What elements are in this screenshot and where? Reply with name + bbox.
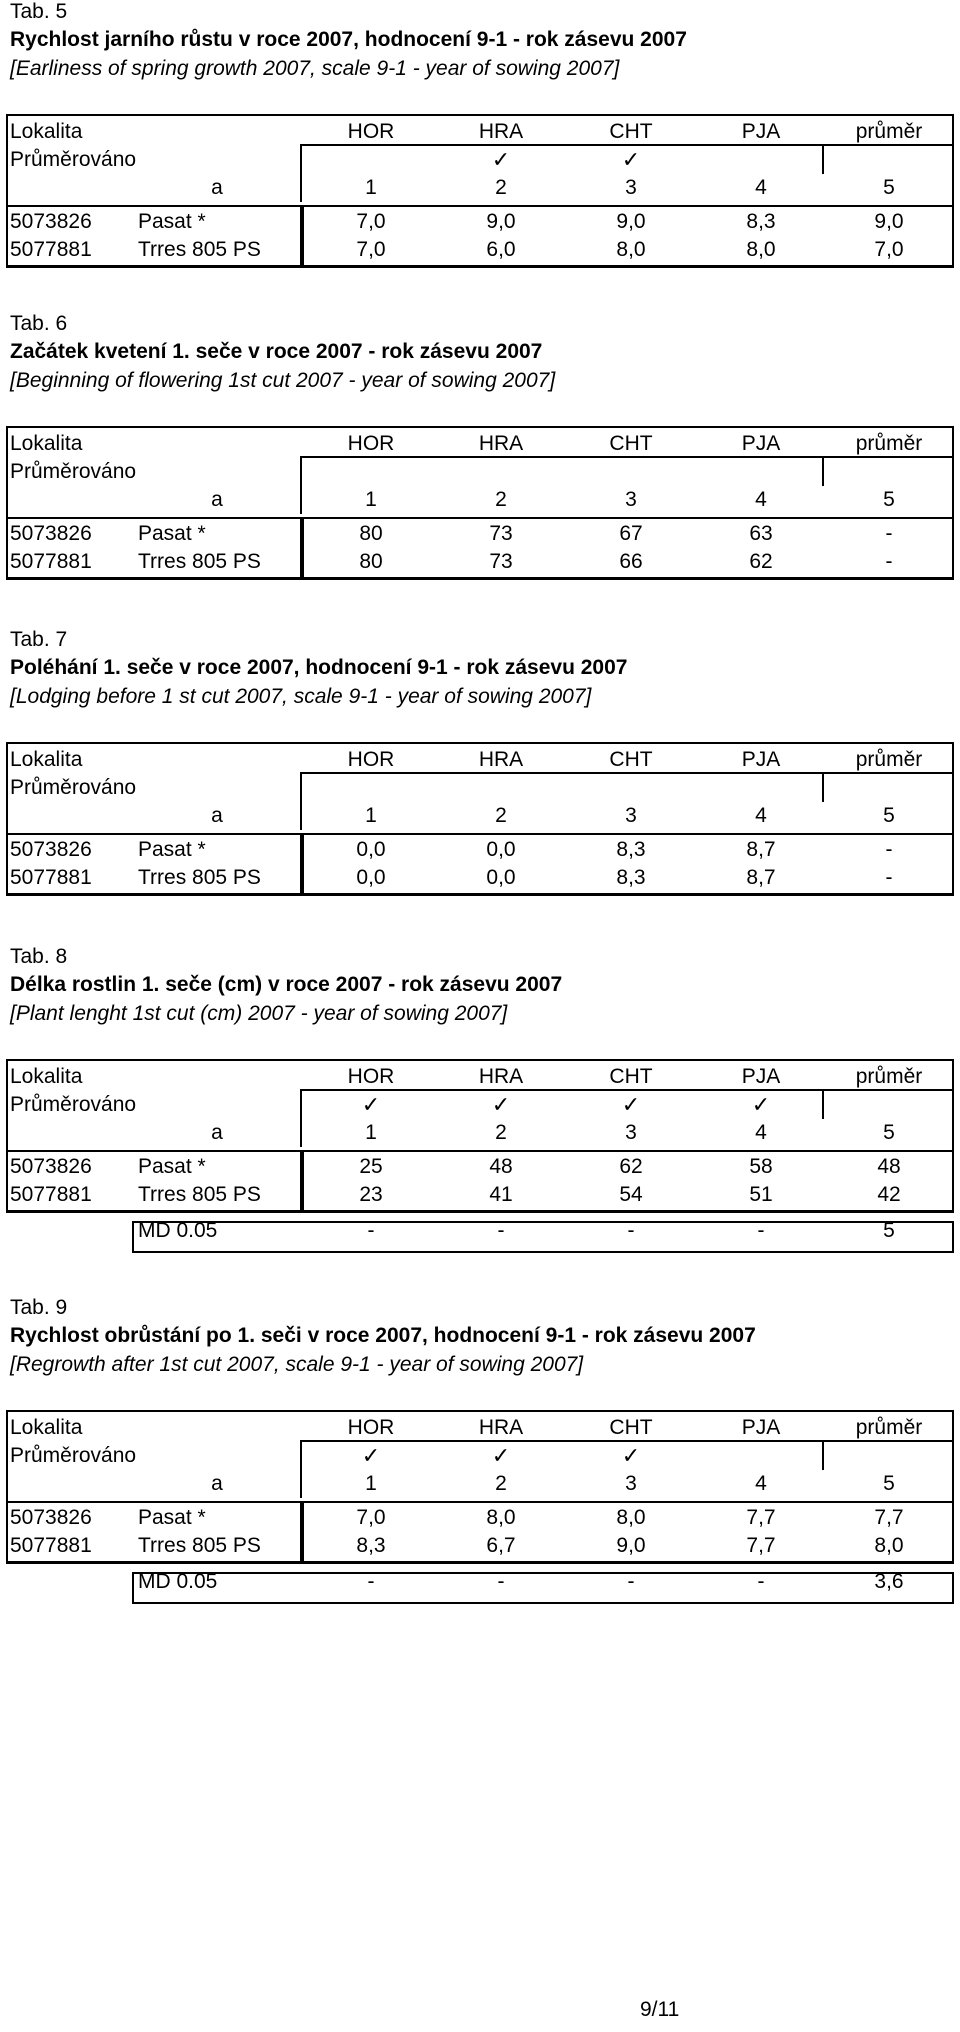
cell-value: 73: [489, 550, 513, 573]
index-number: 4: [755, 1472, 767, 1495]
cell-value: 7,0: [874, 238, 904, 261]
table-title: Rychlost obrůstání po 1. seči v roce 2007, hodnocení 9-1 - rok zásevu 2007: [10, 1324, 756, 1347]
index-number: 1: [365, 176, 377, 199]
cell-value: 51: [749, 1183, 773, 1206]
variety-name: Trres 805 PS: [138, 238, 261, 261]
cell-value: 0,0: [486, 866, 516, 889]
check-mark-icon: ✓: [621, 1443, 641, 1468]
variety-name: Trres 805 PS: [138, 550, 261, 573]
cell-value: 8,3: [616, 866, 646, 889]
header-prumer: průměr: [855, 1065, 923, 1088]
cell-value: 0,0: [486, 838, 516, 861]
cell-value: 48: [489, 1155, 513, 1178]
index-number: 5: [883, 804, 895, 827]
index-number: 2: [495, 176, 507, 199]
cell-value: 8,3: [616, 838, 646, 861]
values-frame: [300, 772, 954, 830]
table-subtitle: [Plant lenght 1st cut (cm) 2007 - year of sowing 2007]: [10, 1002, 508, 1025]
variety-code: 5073826: [10, 1506, 92, 1529]
table-title: Délka rostlin 1. seče (cm) v roce 2007 - rok zásevu 2007: [10, 973, 563, 996]
averaged-label: Průměrováno: [10, 148, 137, 171]
cell-value: 7,0: [356, 210, 386, 233]
index-number: 1: [365, 1472, 377, 1495]
rows-value-frame: [300, 1501, 954, 1563]
table-subtitle: [Beginning of flowering 1st cut 2007 - year of sowing 2007]: [10, 369, 556, 392]
rows-label-frame: [6, 205, 302, 267]
data-table: [6, 1063, 954, 1245]
cell-value: 7,0: [356, 238, 386, 261]
cell-value: 80: [359, 550, 383, 573]
cell-value: -: [885, 866, 893, 889]
cell-value: 25: [359, 1155, 383, 1178]
table-number: Tab. 5: [10, 0, 68, 23]
md-value: 3,6: [874, 1570, 904, 1593]
cell-value: -: [885, 838, 893, 861]
cell-value: 80: [359, 522, 383, 545]
cell-value: 0,0: [356, 838, 386, 861]
md-value: 5: [883, 1219, 895, 1242]
header-cht: CHT: [609, 432, 653, 455]
index-number: 5: [883, 1121, 895, 1144]
cell-value: 58: [749, 1155, 773, 1178]
cell-value: 8,3: [356, 1534, 386, 1557]
check-mark-icon: ✓: [621, 1092, 641, 1117]
data-table: [6, 1414, 954, 1596]
cell-value: 42: [877, 1183, 901, 1206]
rows-value-frame: [300, 833, 954, 895]
md-value: -: [497, 1570, 505, 1593]
cell-value: 8,0: [486, 1506, 516, 1529]
header-lokalita: Lokalita: [10, 120, 83, 143]
data-table: [6, 430, 954, 576]
table-subtitle: [Lodging before 1 st cut 2007, scale 9-1 - year of sowing 2007]: [10, 685, 592, 708]
md-value: -: [367, 1570, 375, 1593]
cell-value: 8,0: [874, 1534, 904, 1557]
index-number: 4: [755, 804, 767, 827]
header-pja: PJA: [741, 1416, 781, 1439]
index-number: 3: [625, 1472, 637, 1495]
cell-value: 66: [619, 550, 643, 573]
index-number: 1: [365, 488, 377, 511]
index-a: a: [211, 488, 223, 511]
index-number: 1: [365, 1121, 377, 1144]
index-number: 4: [755, 1121, 767, 1144]
cell-value: 7,7: [746, 1534, 776, 1557]
variety-code: 5073826: [10, 210, 92, 233]
values-frame: [300, 144, 954, 202]
header-hor: HOR: [347, 432, 395, 455]
cell-value: 8,0: [616, 238, 646, 261]
cell-value: 62: [749, 550, 773, 573]
variety-code: 5077881: [10, 1534, 92, 1557]
table-subtitle: [Regrowth after 1st cut 2007, scale 9-1 - year of sowing 2007]: [10, 1353, 584, 1376]
table-number: Tab. 8: [10, 945, 68, 968]
check-mark-icon: ✓: [621, 147, 641, 172]
values-frame: [300, 456, 954, 514]
index-a: a: [211, 176, 223, 199]
rows-value-frame: [300, 517, 954, 579]
index-a: a: [211, 1121, 223, 1144]
averaged-label: Průměrováno: [10, 1093, 137, 1116]
average-column-divider: [822, 772, 824, 802]
index-number: 1: [365, 804, 377, 827]
variety-code: 5077881: [10, 1183, 92, 1206]
md-value: -: [497, 1219, 505, 1242]
md-frame: [132, 1572, 954, 1604]
cell-value: 8,7: [746, 866, 776, 889]
header-pja: PJA: [741, 432, 781, 455]
cell-value: -: [885, 522, 893, 545]
data-table: [6, 118, 954, 264]
index-number: 3: [625, 1121, 637, 1144]
cell-value: 9,0: [874, 210, 904, 233]
averaged-label: Průměrováno: [10, 1444, 137, 1467]
cell-value: 8,0: [616, 1506, 646, 1529]
cell-value: -: [885, 550, 893, 573]
md-value: -: [627, 1219, 635, 1242]
table-subtitle: [Earliness of spring growth 2007, scale 9-1 - year of sowing 2007]: [10, 57, 620, 80]
average-column-divider: [822, 456, 824, 486]
header-pja: PJA: [741, 120, 781, 143]
md-value: -: [367, 1219, 375, 1242]
cell-value: 6,7: [486, 1534, 516, 1557]
index-a: a: [211, 804, 223, 827]
cell-value: 8,3: [746, 210, 776, 233]
md-frame: [132, 1221, 954, 1253]
variety-name: Pasat *: [138, 522, 206, 545]
cell-value: 8,0: [746, 238, 776, 261]
variety-code: 5077881: [10, 866, 92, 889]
check-mark-icon: ✓: [361, 1092, 381, 1117]
header-cht: CHT: [609, 1065, 653, 1088]
check-mark-icon: ✓: [491, 1443, 511, 1468]
index-number: 5: [883, 488, 895, 511]
header-lokalita: Lokalita: [10, 1065, 83, 1088]
cell-value: 62: [619, 1155, 643, 1178]
index-number: 2: [495, 488, 507, 511]
cell-value: 0,0: [356, 866, 386, 889]
header-prumer: průměr: [855, 1416, 923, 1439]
header-lokalita: Lokalita: [10, 748, 83, 771]
cell-value: 9,0: [616, 210, 646, 233]
md-value: -: [757, 1219, 765, 1242]
header-hor: HOR: [347, 748, 395, 771]
rows-label-frame: [6, 517, 302, 579]
cell-value: 67: [619, 522, 643, 545]
header-hor: HOR: [347, 1065, 395, 1088]
cell-value: 41: [489, 1183, 513, 1206]
index-number: 3: [625, 804, 637, 827]
header-hra: HRA: [478, 1065, 524, 1088]
table-number: Tab. 7: [10, 628, 68, 651]
cell-value: 7,7: [746, 1506, 776, 1529]
rows-label-frame: [6, 1501, 302, 1563]
cell-value: 23: [359, 1183, 383, 1206]
variety-name: Trres 805 PS: [138, 1534, 261, 1557]
table-title: Poléhání 1. seče v roce 2007, hodnocení 9-1 - rok zásevu 2007: [10, 656, 628, 679]
index-number: 2: [495, 804, 507, 827]
cell-value: 7,7: [874, 1506, 904, 1529]
average-column-divider: [822, 144, 824, 174]
averaged-label: Průměrováno: [10, 776, 137, 799]
cell-value: 73: [489, 522, 513, 545]
index-number: 3: [625, 488, 637, 511]
md-label: MD 0.05: [138, 1570, 218, 1593]
header-prumer: průměr: [855, 120, 923, 143]
header-hra: HRA: [478, 748, 524, 771]
page-number: 9/11: [640, 1998, 680, 2021]
cell-value: 9,0: [616, 1534, 646, 1557]
index-number: 4: [755, 488, 767, 511]
average-column-divider: [822, 1440, 824, 1470]
cell-value: 9,0: [486, 210, 516, 233]
data-table: [6, 746, 954, 892]
cell-value: 54: [619, 1183, 643, 1206]
rows-label-frame: [6, 833, 302, 895]
table-title: Rychlost jarního růstu v roce 2007, hodnocení 9-1 - rok zásevu 2007: [10, 28, 687, 51]
header-hor: HOR: [347, 1416, 395, 1439]
average-column-divider: [822, 1089, 824, 1119]
header-hra: HRA: [478, 1416, 524, 1439]
header-pja: PJA: [741, 1065, 781, 1088]
index-number: 2: [495, 1121, 507, 1144]
check-mark-icon: ✓: [751, 1092, 771, 1117]
variety-code: 5077881: [10, 238, 92, 261]
cell-value: 8,7: [746, 838, 776, 861]
index-number: 4: [755, 176, 767, 199]
index-a: a: [211, 1472, 223, 1495]
header-cht: CHT: [609, 748, 653, 771]
variety-name: Pasat *: [138, 838, 206, 861]
md-value: -: [757, 1570, 765, 1593]
cell-value: 6,0: [486, 238, 516, 261]
header-prumer: průměr: [855, 748, 923, 771]
header-hor: HOR: [347, 120, 395, 143]
header-hra: HRA: [478, 120, 524, 143]
table-title: Začátek kvetení 1. seče v roce 2007 - rok zásevu 2007: [10, 340, 543, 363]
variety-name: Pasat *: [138, 1506, 206, 1529]
check-mark-icon: ✓: [491, 1092, 511, 1117]
header-lokalita: Lokalita: [10, 1416, 83, 1439]
md-value: -: [627, 1570, 635, 1593]
header-cht: CHT: [609, 1416, 653, 1439]
rows-label-frame: [6, 1150, 302, 1212]
variety-name: Trres 805 PS: [138, 1183, 261, 1206]
index-number: 3: [625, 176, 637, 199]
md-label: MD 0.05: [138, 1219, 218, 1242]
variety-name: Pasat *: [138, 1155, 206, 1178]
table-number: Tab. 6: [10, 312, 68, 335]
cell-value: 7,0: [356, 1506, 386, 1529]
variety-name: Trres 805 PS: [138, 866, 261, 889]
values-frame: [300, 1089, 954, 1147]
header-hra: HRA: [478, 432, 524, 455]
check-mark-icon: ✓: [491, 147, 511, 172]
table-number: Tab. 9: [10, 1296, 68, 1319]
header-cht: CHT: [609, 120, 653, 143]
values-frame: [300, 1440, 954, 1498]
header-lokalita: Lokalita: [10, 432, 83, 455]
variety-code: 5073826: [10, 1155, 92, 1178]
check-mark-icon: ✓: [361, 1443, 381, 1468]
variety-name: Pasat *: [138, 210, 206, 233]
cell-value: 48: [877, 1155, 901, 1178]
header-prumer: průměr: [855, 432, 923, 455]
variety-code: 5073826: [10, 522, 92, 545]
variety-code: 5073826: [10, 838, 92, 861]
variety-code: 5077881: [10, 550, 92, 573]
header-pja: PJA: [741, 748, 781, 771]
rows-value-frame: [300, 1150, 954, 1212]
index-number: 2: [495, 1472, 507, 1495]
averaged-label: Průměrováno: [10, 460, 137, 483]
index-number: 5: [883, 1472, 895, 1495]
index-number: 5: [883, 176, 895, 199]
cell-value: 63: [749, 522, 773, 545]
rows-value-frame: [300, 205, 954, 267]
